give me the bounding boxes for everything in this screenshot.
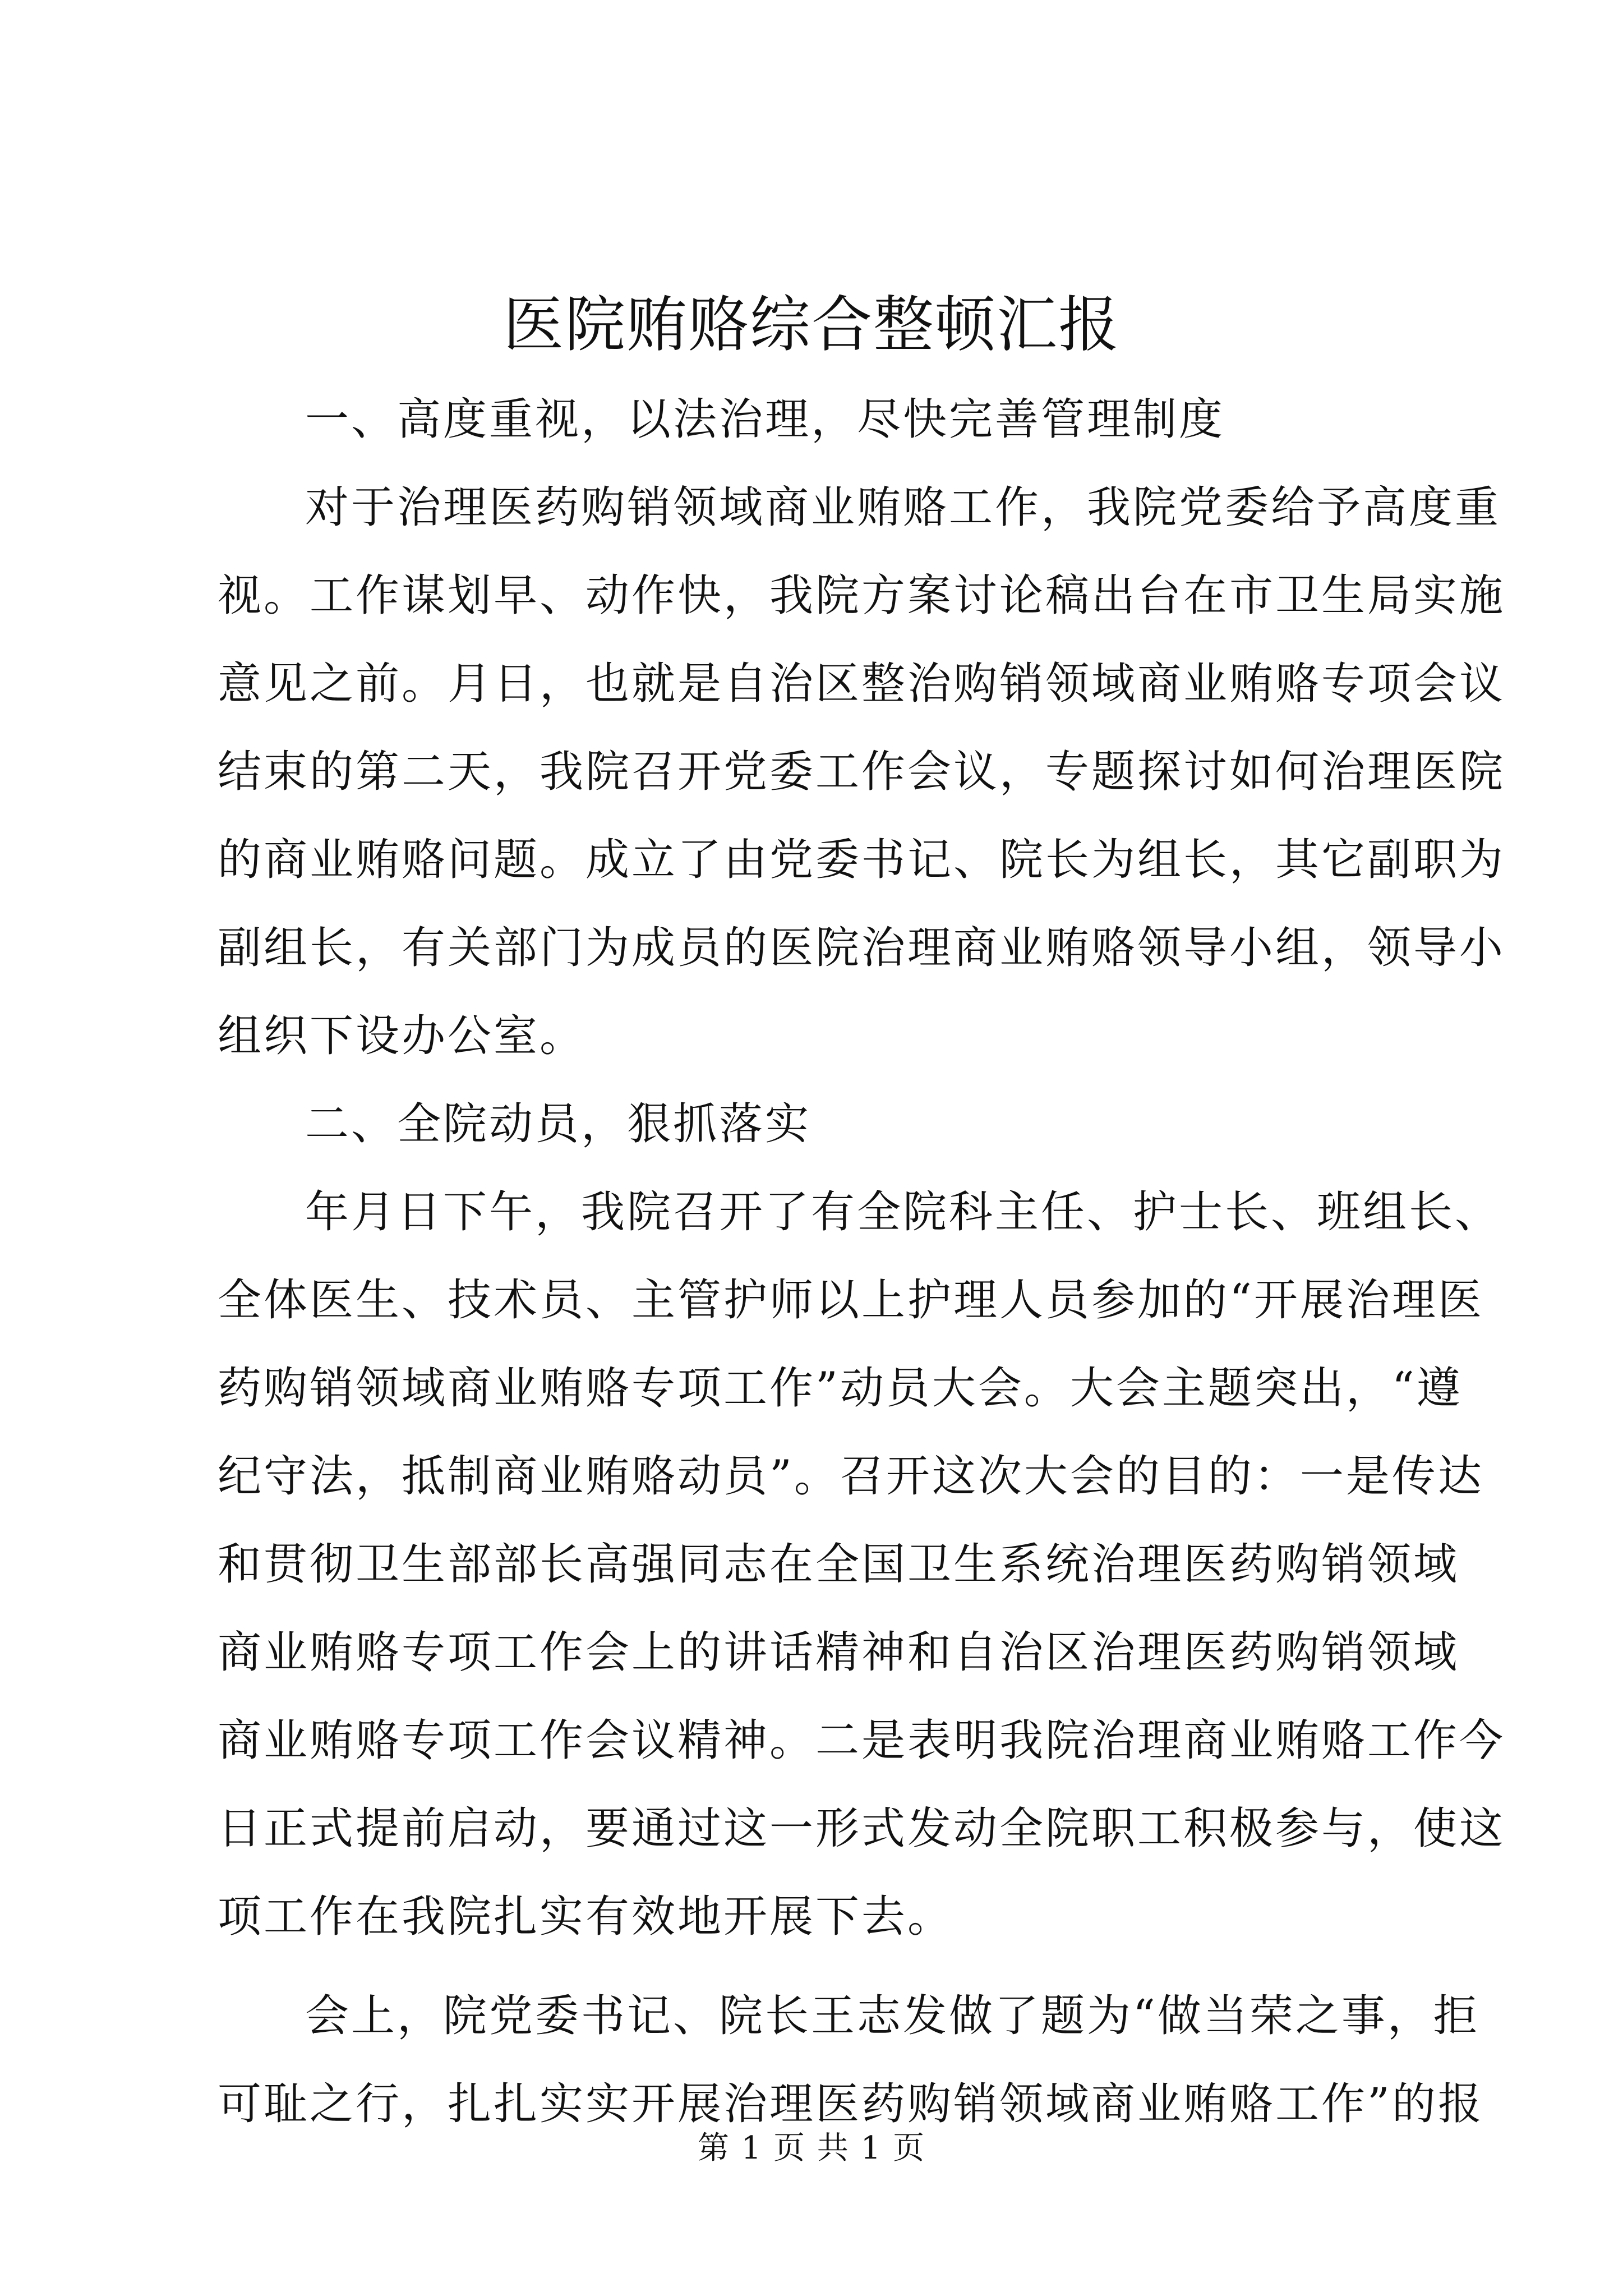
paragraph-line: 结束的第二天，我院召开党委工作会议，专题探讨如何治理医院: [218, 747, 1506, 797]
paragraph-line: 年月日下午，我院召开了有全院科主任、护士长、班组长、: [305, 1187, 1501, 1237]
section-heading-2: 二、全院动员，狠抓落实: [305, 1099, 811, 1149]
section-heading-1: 一、高度重视，以法治理，尽快完善管理制度: [305, 394, 1225, 445]
paragraph-line: 商业贿赂专项工作会议精神。二是表明我院治理商业贿赂工作今: [218, 1715, 1506, 1766]
paragraph-line: 意见之前。月日，也就是自治区整治购销领域商业贿赂专项会议: [218, 659, 1506, 709]
paragraph-1: [218, 464, 1506, 1080]
paragraph-line: 纪守法，抵制商业贿赂动员”。召开这次大会的目的：一是传达: [218, 1451, 1484, 1502]
document-body: [218, 376, 1506, 2148]
paragraph-line: 对于治理医药购销领域商业贿赂工作，我院党委给予高度重: [305, 482, 1501, 533]
page-footer: 第 1 页 共 1 页: [697, 2130, 926, 2166]
paragraph-line: 视。工作谋划早、动作快，我院方案讨论稿出台在市卫生局实施: [218, 570, 1506, 621]
paragraph-line: 的商业贿赂问题。成立了由党委书记、院长为组长，其它副职为: [218, 835, 1506, 885]
paragraph-line: 组织下设办公室。: [218, 1011, 586, 1061]
paragraph-3: [218, 1972, 1484, 2148]
paragraph-spacer: [218, 1961, 1429, 1972]
paragraph-line: 日正式提前启动，要通过这一形式发动全院职工积极参与，使这: [218, 1803, 1506, 1854]
paragraph-line: 可耻之行，扎扎实实开展治理医药购销领域商业贿赂工作”的报: [218, 2079, 1484, 2129]
paragraph-line: 商业贿赂专项工作会上的讲话精神和自治区治理医药购销领域: [218, 1627, 1460, 1678]
paragraph-line: 全体医生、技术员、主管护师以上护理人员参加的“开展治理医: [218, 1275, 1484, 1326]
paragraph-line: 和贯彻卫生部部长高强同志在全国卫生系统治理医药购销领域: [218, 1539, 1460, 1590]
document-title: 医院贿赂综合整顿汇报: [502, 290, 1120, 360]
paragraph-line: 会上，院党委书记、院长王志发做了题为“做当荣之事，拒: [305, 1991, 1479, 2041]
paragraph-line: 药购销领域商业贿赂专项工作”动员大会。大会主题突出，“遵: [218, 1363, 1463, 1414]
paragraph-2: [218, 1168, 1506, 1961]
paragraph-line: 项工作在我院扎实有效地开展下去。: [218, 1892, 954, 1942]
paragraph-line: 副组长，有关部门为成员的医院治理商业贿赂领导小组，领导小: [218, 923, 1506, 973]
